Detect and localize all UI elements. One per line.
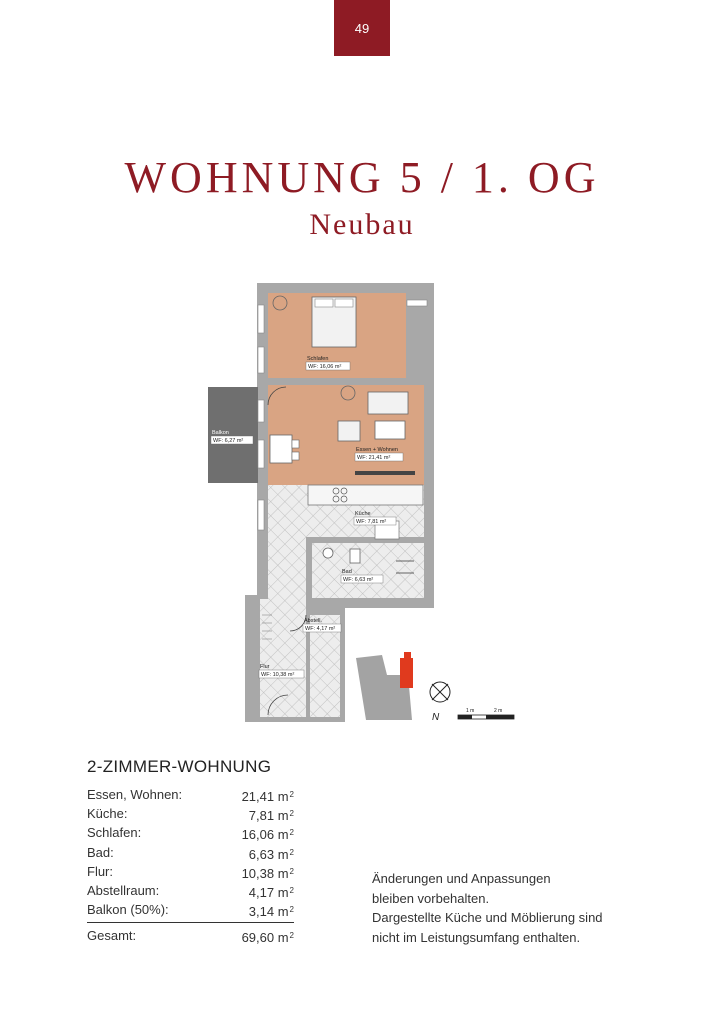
area-row: Küche: 7,81 $m^2$ [87, 806, 294, 824]
room-label-balkon: Balkon [212, 430, 229, 436]
area-row: Essen, Wohnen: 21,41 $m^2$ [87, 787, 294, 804]
room-flur-lower [260, 599, 306, 717]
room-area-bad: WF: 6,63 m² [343, 577, 374, 583]
armchair-icon [338, 421, 360, 441]
apartment-type: 2-ZIMMER-WOHNUNG [87, 757, 272, 776]
room-area-abstell: WF: 4,17 m² [305, 626, 336, 632]
note-line: bleiben vorbehalten. [372, 890, 490, 906]
area-row: Abstellraum: 4,17 $m^2$ [87, 882, 294, 900]
room-label-flur: Flur [260, 664, 270, 670]
toilet-icon [350, 549, 360, 563]
room-area-balkon: WF: 6,27 m² [213, 438, 244, 444]
room-label-bad: Bad [342, 569, 352, 575]
room-area-kueche: WF: 7,81 m² [356, 519, 387, 525]
page-number-badge: 49 [334, 0, 390, 56]
total-divider [87, 922, 294, 923]
disclaimer-notes [372, 869, 603, 947]
room-label-essen-wohnen: Essen + Wohnen [356, 447, 398, 453]
area-row: Flur: 10,38 $m^2$ [87, 863, 294, 881]
kitchen-counter [308, 485, 423, 505]
room-label-schlafen: Schlafen [307, 356, 329, 362]
svg-text:2 m: 2 m [494, 708, 503, 714]
area-row: Balkon (50%): 3,14 $m^2$ [87, 902, 294, 920]
svg-text:1 m: 1 m [466, 708, 475, 714]
note-line: nicht im Leistungsumfang enthalten. [372, 929, 581, 945]
room-area-schlafen: WF: 16,06 m² [308, 364, 342, 370]
room-area-flur: WF: 10,38 m² [261, 672, 295, 678]
page-subtitle: Neubau [309, 208, 415, 241]
scale-bar [458, 708, 514, 719]
area-total-row: Gesamt: 69,60 $m^2$ [87, 928, 294, 946]
room-label-kueche: Küche [355, 511, 371, 517]
note-line: Änderungen und Anpassungen [372, 871, 551, 886]
compass-icon [430, 682, 450, 702]
room-area-essen-wohnen: WF: 21,41 m² [357, 455, 391, 461]
sink-icon [323, 548, 333, 558]
room-flur [268, 537, 306, 599]
page-title: WOHNUNG 5 / 1. OG [124, 153, 600, 202]
north-label: N [432, 712, 440, 723]
sofa-icon [368, 392, 408, 414]
site-plan-legend [352, 650, 522, 730]
room-label-abstell: Abstell. [304, 618, 323, 624]
area-row: Schlafen: 16,06 $m^2$ [87, 825, 294, 843]
note-line: Dargestellte Küche und Möblierung sind [372, 910, 603, 925]
tv-board-icon [355, 471, 415, 475]
coffee-table-icon [375, 421, 405, 439]
area-table [87, 785, 294, 946]
site-plan-unit-highlight [400, 658, 413, 688]
area-row: Bad: 6,63 $m^2$ [87, 844, 294, 862]
dining-table-icon [270, 435, 292, 463]
